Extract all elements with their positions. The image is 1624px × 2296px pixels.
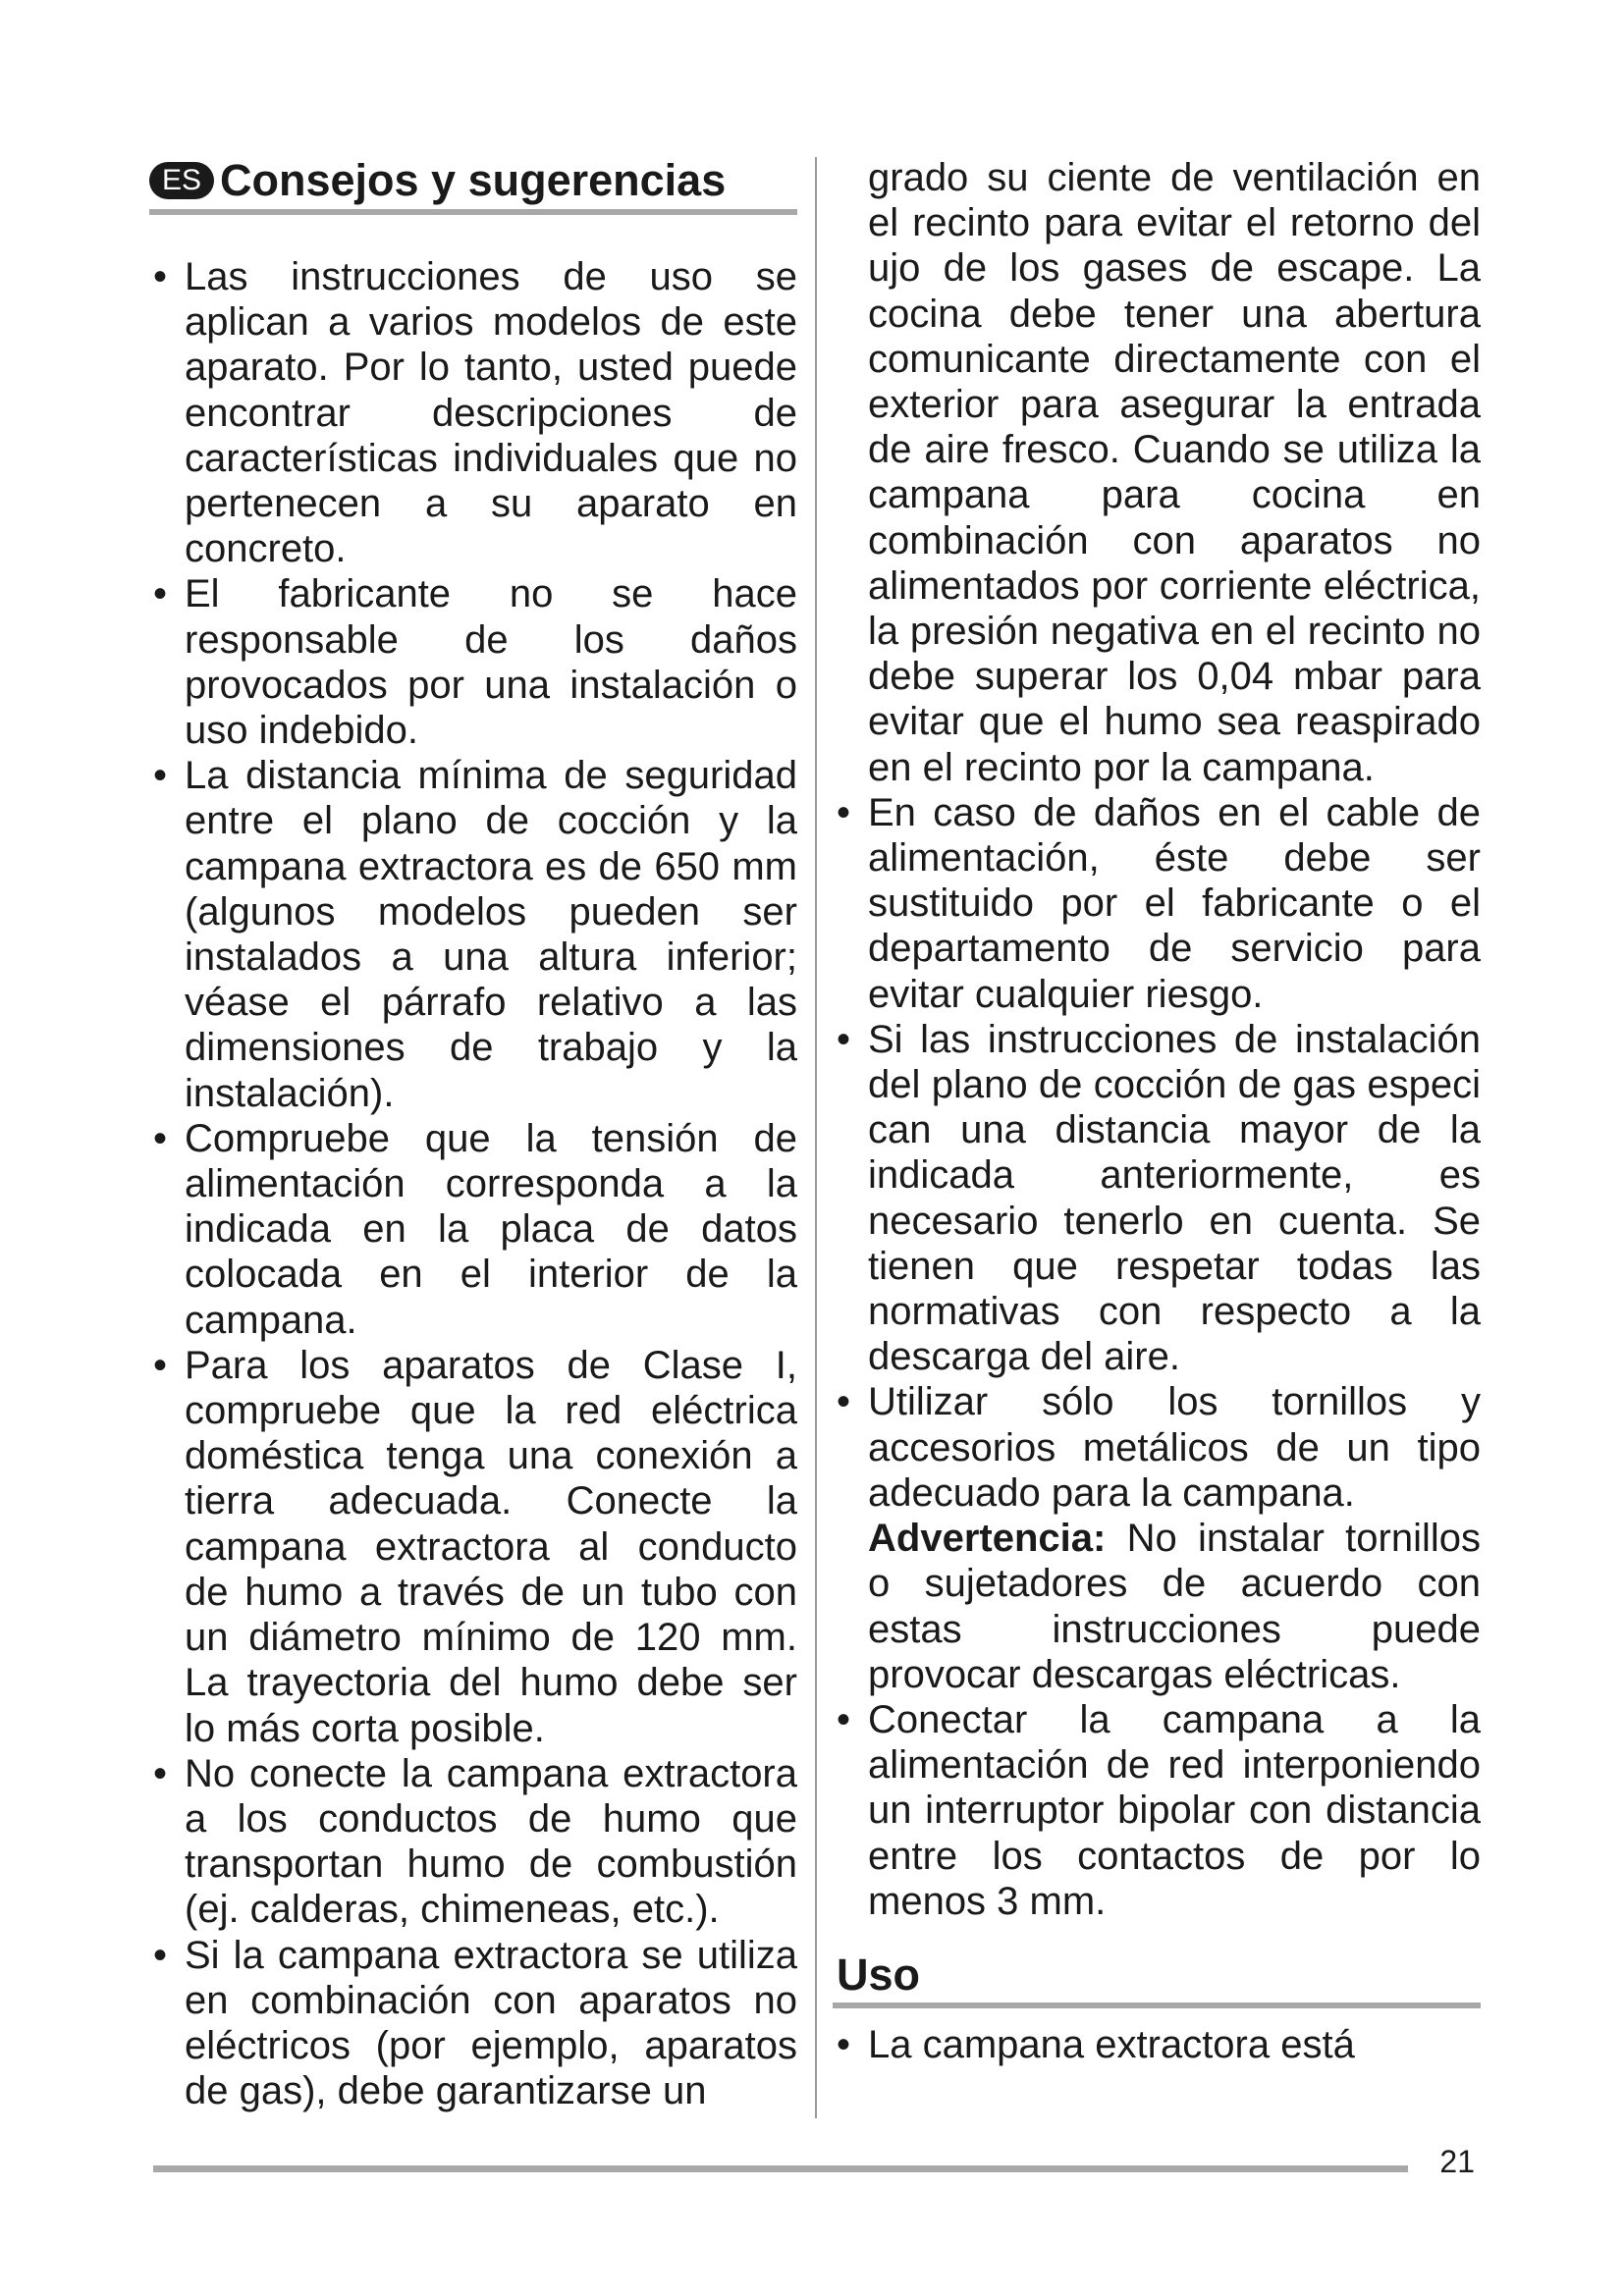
warning-paragraph <box>868 1516 1481 1697</box>
uso-title: Uso <box>837 1949 921 2000</box>
list-item: • Para los aparatos de Clase I, compruebe que la red eléctrica doméstica tenga una conexión a tierra adecuada. Conecte la campana extractora al conducto de humo a través de un tubo con un diámetro mínimo de 120 mm. La trayectoria del humo debe ser lo más corta posible. <box>149 1343 797 1751</box>
right-column <box>833 155 1481 2067</box>
heading-underline <box>149 209 797 215</box>
list-item: • En caso de daños en el cable de alimentación, éste debe ser sustituido por el fabricante o el departamento de servicio para evitar cualquier riesgo. <box>833 790 1481 1017</box>
list-item: • El fabricante no se hace responsable de los daños provocados por una instalación o uso indebido. <box>149 571 797 753</box>
list-item: • La campana extractora está <box>833 2022 1481 2067</box>
list-item: • No conecte la campana extractora a los conductos de humo que transportan humo de combustión (ej. calderas, chimeneas, etc.). <box>149 1751 797 1933</box>
footer-rule <box>153 2165 1408 2172</box>
list-item <box>833 1379 1481 1696</box>
list-item: • La distancia mínima de seguridad entre el plano de cocción y la campana extractora es de 650 mm (algunos modelos pueden ser instalados a una altura inferior; véase el párrafo relativo a las dimensiones de trabajo y la instalación). <box>149 753 797 1116</box>
column-divider <box>815 157 817 2118</box>
warning-label: Advertencia: <box>868 1517 1107 1561</box>
page-number: 21 <box>1439 2144 1475 2179</box>
screws-text: • Utilizar sólo los tornillos y accesorios metálicos de un tipo adecuado para la campana. <box>868 1380 1481 1515</box>
list-item: • Si la campana extractora se utiliza en combinación con aparatos no eléctricos (por ejemplo, aparatos de gas), debe garantizarse un <box>149 1933 797 2114</box>
left-column <box>149 155 797 2113</box>
uso-underline <box>833 2002 1481 2008</box>
language-badge: ES <box>149 162 214 199</box>
continued-paragraph: grado su ciente de ventilación en el recinto para evitar el retorno del ujo de los gases de escape. La cocina debe tener una abertura comunicante directamente con el exterior para asegurar la entrada de aire fresco. Cuando se utiliza la campana para cocina en combinación con aparatos no alimentados por corriente eléctrica, la presión negativa en el recinto no debe superar los 0,04 mbar para evitar que el humo sea reaspirado en el recinto por la campana. <box>868 156 1481 789</box>
right-bullet-list <box>833 790 1481 1924</box>
list-item: • Compruebe que la tensión de alimentación corresponda a la indicada en la placa de datos colocada en el interior de la campana. <box>149 1116 797 1343</box>
list-item: • Las instrucciones de uso se aplican a varios modelos de este aparato. Por lo tanto, usted puede encontrar descripciones de características individuales que no pertenecen a su aparato en concreto. <box>149 254 797 571</box>
list-item: • Conectar la campana a la alimentación de red interponiendo un interruptor bipolar con distancia entre los contactos de por lo menos 3 mm. <box>833 1697 1481 1924</box>
left-bullet-list <box>149 254 797 2113</box>
uso-bullet-list <box>833 2022 1481 2067</box>
warning-text: No instalar tornillos o sujetadores de acuerdo con estas instrucciones puede provocar descargas eléctricas. <box>868 1517 1481 1696</box>
list-item: • Si las instrucciones de instalación del plano de cocción de gas especi can una distancia mayor de la indicada anteriormente, es necesario tenerlo en cuenta. Se tienen que respetar todas las normativas con respecto a la descarga del aire. <box>833 1017 1481 1380</box>
section-heading <box>149 155 797 206</box>
section-title: Consejos y sugerencias <box>220 155 727 205</box>
